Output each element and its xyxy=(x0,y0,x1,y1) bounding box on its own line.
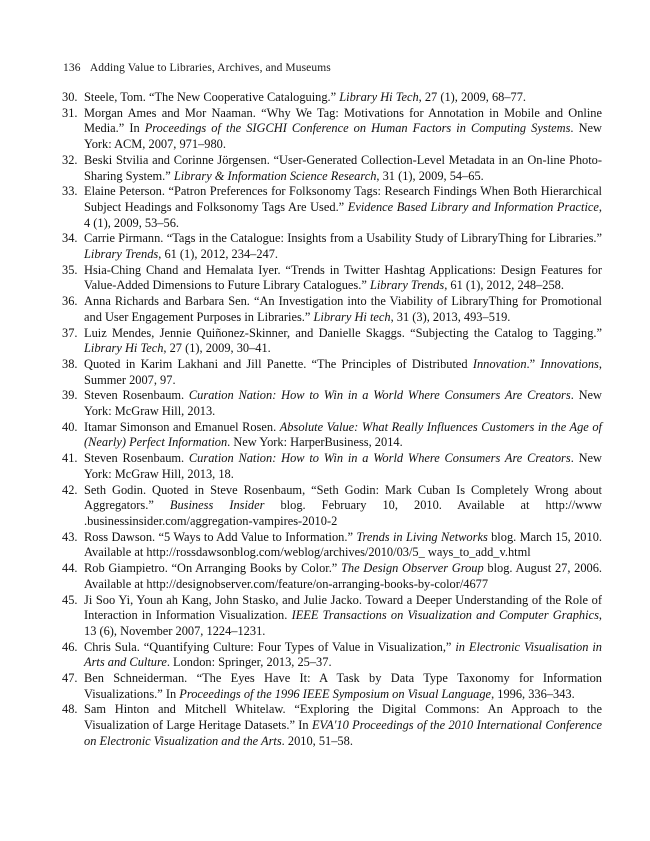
endnote-text xyxy=(84,451,602,481)
citation-text: . New York: ACM, 2007, 971–980. xyxy=(84,121,602,152)
endnote-number: 41. xyxy=(62,451,78,466)
endnote-text xyxy=(84,90,526,104)
citation-italic-title: The Design Observer Group xyxy=(340,561,484,576)
endnote-text xyxy=(84,184,602,229)
endnote-number: 43. xyxy=(62,529,78,544)
endnote-item xyxy=(62,483,602,530)
citation-text: . 2010, 51–58. xyxy=(281,733,353,748)
endnote-number: 44. xyxy=(62,561,78,576)
endnote-item xyxy=(62,231,602,262)
endnote-item xyxy=(62,326,602,357)
citation-text: Ross Dawson. “5 Ways to Add Value to Information.” xyxy=(84,529,357,544)
citation-italic-title: in Electronic Visualisation in Arts and Culture xyxy=(84,639,602,670)
citation-text: Steven Rosenbaum. xyxy=(84,451,189,466)
citation-text: Hsia-Ching Chand and Hemalata Iyer. “Trends in Twitter Hashtag Applications: Design Features for Value-Added Dimensions to Future Library Catalogues.” xyxy=(84,262,602,293)
citation-italic-title: Library Hi Tech xyxy=(339,90,419,104)
citation-text: , 27 (1), 2009, 30–41. xyxy=(163,341,271,356)
running-header xyxy=(63,62,331,74)
endnote-number: 39. xyxy=(62,388,78,403)
endnote-text xyxy=(84,671,602,701)
endnote-text xyxy=(84,483,602,528)
endnote-text xyxy=(84,357,602,387)
endnote-text xyxy=(84,326,602,356)
citation-text: Carrie Pirmann. “Tags in the Catalogue: Insights from a Usability Study of LibraryThing for Libraries.” xyxy=(84,231,602,246)
endnote-text xyxy=(84,153,602,183)
citation-text: blog. March 15, 2010. Available at http://rossdawsonblog.com/weblog/archives/2010/03/5_ ways_to_add_v.html xyxy=(84,529,602,560)
endnote-item xyxy=(62,640,602,671)
endnote-item xyxy=(62,420,602,451)
citation-text: Ben Schneiderman. “The Eyes Have It: A Task by Data Type Taxonomy for Information Visualizations.” In xyxy=(84,671,602,701)
endnote-number: 30. xyxy=(62,90,78,104)
endnote-item xyxy=(62,106,602,153)
citation-text: , 31 (1), 2009, 54–65. xyxy=(376,168,484,183)
citation-text: . London: Springer, 2013, 25–37. xyxy=(166,655,332,670)
endnote-text xyxy=(84,388,602,418)
endnote-text xyxy=(84,263,602,293)
citation-text: Steven Rosenbaum. xyxy=(84,388,189,403)
endnote-item xyxy=(62,561,602,592)
citation-text: , 61 (1), 2012, 234–247. xyxy=(158,247,279,262)
endnote-text xyxy=(84,530,602,560)
endnote-item xyxy=(62,263,602,294)
citation-text: Itamar Simonson and Emanuel Rosen. xyxy=(84,419,280,434)
citation-text: , 31 (3), 2013, 493–519. xyxy=(390,309,511,324)
citation-text: Luiz Mendes, Jennie Quiñonez-Skinner, and Danielle Skaggs. “Subjecting the Catalog to Tagging.” xyxy=(84,325,602,340)
citation-text: . New York: McGraw Hill, 2013. xyxy=(84,388,602,419)
citation-text: Sam Hinton and Mitchell Whitelaw. “Exploring the Digital Commons: An Approach to the Visualization of Large Heritage Datasets.” In xyxy=(84,702,602,733)
citation-italic-title: Library Trends xyxy=(369,278,445,293)
citation-text: . New York: HarperBusiness, 2014. xyxy=(227,435,403,450)
endnote-number: 42. xyxy=(62,482,78,497)
endnote-text xyxy=(84,702,602,747)
citation-text: Rob Giampietro. “On Arranging Books by Color.” xyxy=(84,561,341,576)
endnote-text xyxy=(84,561,602,591)
endnote-number: 38. xyxy=(62,356,78,371)
page-number: 136 xyxy=(63,62,81,74)
endnote-item xyxy=(62,451,602,482)
running-title: Adding Value to Libraries, Archives, and Museums xyxy=(89,62,331,74)
citation-italic-title: Library Hi tech xyxy=(313,309,391,324)
citation-italic-title: EVA'10 Proceedings of the 2010 International Conference on Electronic Visualization and the Arts xyxy=(84,718,602,748)
endnote-item xyxy=(62,184,602,231)
citation-text: , 27 (1), 2009, 68–77. xyxy=(418,90,527,104)
citation-text: Quoted in Karim Lakhani and Jill Panette. “The Principles of Distributed xyxy=(84,356,473,371)
citation-text: blog. August 27, 2006. Available at http://designobserver.com/feature/on-arranging-books-by-color/4677 xyxy=(84,561,603,591)
endnote-number: 35. xyxy=(62,262,78,277)
endnote-number: 31. xyxy=(62,105,78,120)
citation-italic-title: Trends in Living Networks xyxy=(356,529,488,544)
endnote-number: 33. xyxy=(62,184,78,199)
endnote-text xyxy=(84,593,602,638)
citation-italic-title: Curation Nation: How to Win in a World Where Consumers Are Creators xyxy=(188,388,571,403)
endnote-number: 47. xyxy=(62,671,78,686)
endnote-item xyxy=(62,671,602,702)
citation-text: , 1996, 336–343. xyxy=(491,686,575,701)
citation-text: . New York: McGraw Hill, 2013, 18. xyxy=(84,451,602,481)
endnote-text xyxy=(84,640,602,670)
endnote-text xyxy=(84,420,602,450)
citation-text: , Summer 2007, 97. xyxy=(84,356,602,387)
endnote-number: 40. xyxy=(62,419,78,434)
endnote-item xyxy=(62,357,602,388)
citation-text: Seth Godin. Quoted in Steve Rosenbaum, “Seth Godin: Mark Cuban Is Completely Wrong about Aggregators.” xyxy=(84,482,602,513)
citation-text: Beski Stvilia and Corinne Jörgensen. “User-Generated Collection-Level Metadata in an On-line Photo-Sharing System.” xyxy=(84,152,602,183)
citation-text: , 61 (1), 2012, 248–258. xyxy=(444,278,564,293)
citation-text: .” xyxy=(526,356,541,371)
endnote-text xyxy=(84,231,602,261)
citation-text: Ji Soo Yi, Youn ah Kang, John Stasko, and Julie Jacko. Toward a Deeper Understanding of the Role of Interaction in Information Visualization. xyxy=(84,592,602,623)
citation-text: Anna Richards and Barbara Sen. “An Investigation into the Viability of LibraryThing for Promotional and User Engagement Purposes in Libraries.” xyxy=(84,294,602,324)
endnote-number: 48. xyxy=(62,702,78,717)
citation-italic-title: IEEE Transactions on Visualization and Computer Graphics xyxy=(291,608,599,623)
endnotes-list xyxy=(62,90,602,750)
endnote-item xyxy=(62,388,602,419)
citation-text: , 13 (6), November 2007, 1224–1231. xyxy=(84,608,602,638)
endnote-number: 32. xyxy=(62,152,78,167)
citation-text: Morgan Ames and Mor Naaman. “Why We Tag: Motivations for Annotation in Mobile and Online Media.” In xyxy=(84,105,602,136)
citation-italic-title: Proceedings of the 1996 IEEE Symposium on Visual Language xyxy=(179,686,492,701)
endnote-item xyxy=(62,702,602,749)
endnote-text xyxy=(84,106,602,151)
citation-italic-title: Library Hi Tech xyxy=(84,341,164,356)
citation-italic-title: Business Insider xyxy=(169,498,265,513)
citation-text: Elaine Peterson. “Patron Preferences for Folksonomy Tags: Research Findings When Both Hierarchical Subject Headings and Folksonomy Tags Are Used.” xyxy=(84,184,602,214)
endnote-item xyxy=(62,153,602,184)
endnote-item xyxy=(62,593,602,640)
citation-text: Chris Sula. “Quantifying Culture: Four Types of Value in Visualization,” xyxy=(84,639,456,654)
endnote-number: 45. xyxy=(62,592,78,607)
citation-text: Steele, Tom. “The New Cooperative Cataloguing.” xyxy=(84,90,340,104)
endnote-number: 37. xyxy=(62,325,78,340)
endnote-number: 46. xyxy=(62,639,78,654)
citation-italic-title: Innovation xyxy=(472,356,527,371)
endnote-number: 36. xyxy=(62,294,78,309)
citation-text: , 4 (1), 2009, 53–56. xyxy=(84,199,603,230)
citation-italic-title: Innovations xyxy=(540,356,599,371)
citation-italic-title: Library Trends xyxy=(84,247,159,262)
endnote-text xyxy=(84,294,602,324)
endnote-item xyxy=(62,294,602,325)
citation-italic-title: Evidence Based Library and Information Practice xyxy=(347,199,599,214)
endnote-item xyxy=(62,90,602,106)
endnote-number: 34. xyxy=(62,231,78,246)
citation-italic-title: Proceedings of the SIGCHI Conference on Human Factors in Computing Systems xyxy=(144,121,571,136)
citation-italic-title: Library & Information Science Research xyxy=(173,168,377,183)
endnote-item xyxy=(62,530,602,561)
citation-italic-title: Curation Nation: How to Win in a World Where Consumers Are Creators xyxy=(188,451,571,466)
citation-text: blog. February 10, 2010. Available at http://www .businessinsider.com/aggregation-vampires-2010-2 xyxy=(84,498,602,528)
citation-italic-title: Absolute Value: What Really Influences Customers in the Age of (Nearly) Perfect Information xyxy=(84,419,603,450)
